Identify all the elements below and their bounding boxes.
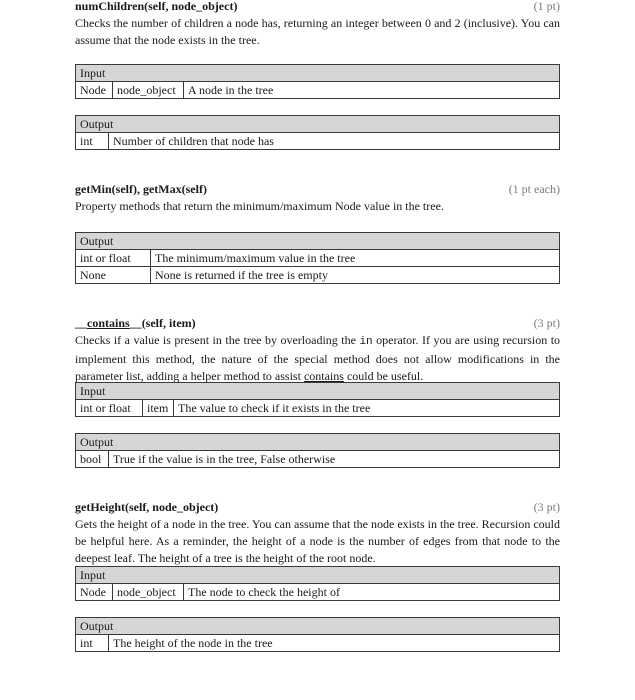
- table-header: Output: [76, 434, 560, 451]
- numchildren-output-table: [75, 115, 560, 150]
- table-row: [76, 82, 560, 99]
- method-title: [75, 315, 196, 332]
- method-description: Checks the number of children a node has, returning an integer between 0 and 2 (inclusive). You can assume that the node exists in the tree.: [75, 16, 560, 47]
- description-part: operator. If you are using recursion to implement this method, the nature of the special method does not allow modifications in the parameter list, adding a helper method to assist: [75, 333, 561, 383]
- table-header: Output: [76, 116, 560, 133]
- description-cell: None is returned if the tree is empty: [151, 267, 560, 284]
- table-row: [76, 451, 560, 468]
- points-label: (1 pt): [533, 0, 560, 13]
- type-cell: int or float: [76, 400, 143, 417]
- method-description: Gets the height of a node in the tree. You can assume that the node exists in the tree. Recursion could be helpful here. As a reminder, the height of a node is the number of edges from that node to the deepest leaf. The height of a tree is the height of the root node.: [75, 517, 560, 565]
- type-cell: int: [76, 133, 109, 150]
- description-cell: A node in the tree: [184, 82, 560, 99]
- table-header: Input: [76, 567, 560, 584]
- title-rest: __(self, item): [129, 316, 196, 330]
- table-row: [76, 250, 560, 267]
- table-row: [76, 635, 560, 652]
- method-title: getHeight(self, node_object): [75, 500, 219, 514]
- description-cell: The minimum/maximum value in the tree: [151, 250, 560, 267]
- description-cell: The node to check the height of: [184, 584, 560, 601]
- title-name: contains: [87, 316, 130, 330]
- description-cell: The value to check if it exists in the tree: [174, 400, 560, 417]
- method-description: Property methods that return the minimum/maximum Node value in the tree.: [75, 199, 444, 213]
- type-cell: Node: [76, 584, 113, 601]
- points-label: (1 pt each): [508, 182, 560, 196]
- description-cell: The height of the node in the tree: [109, 635, 560, 652]
- description-part: could be useful.: [346, 369, 424, 383]
- table-header: Input: [76, 383, 560, 400]
- param-cell: node_object: [113, 584, 184, 601]
- description-cell: Number of children that node has: [109, 133, 560, 150]
- param-cell: item: [143, 400, 174, 417]
- contains-output-table: [75, 433, 560, 468]
- table-header: Output: [76, 233, 560, 250]
- type-cell: None: [76, 267, 151, 284]
- getmin-output-table: [75, 232, 560, 284]
- points-label: (3 pt): [533, 500, 560, 514]
- description-underlined: contains: [303, 369, 344, 383]
- table-row: [76, 133, 560, 150]
- type-cell: int: [76, 635, 109, 652]
- getmin-getmax-section: [75, 181, 560, 215]
- numchildren-section: [75, 0, 560, 49]
- numchildren-input-table: [75, 64, 560, 99]
- method-description: [75, 332, 560, 385]
- contains-input-table: [75, 382, 560, 417]
- getheight-input-table: [75, 566, 560, 601]
- table-header: Output: [76, 618, 560, 635]
- description-part: Checks if a value is present in the tree by overloading the: [75, 333, 356, 347]
- type-cell: int or float: [76, 250, 151, 267]
- getheight-section: [75, 499, 560, 567]
- type-cell: Node: [76, 82, 113, 99]
- contains-section: [75, 315, 560, 385]
- getheight-output-table: [75, 617, 560, 652]
- title-underscore: __: [75, 316, 87, 330]
- inline-code: in: [359, 336, 373, 348]
- table-row: [76, 267, 560, 284]
- points-label: (3 pt): [533, 316, 560, 330]
- method-title: numChildren(self, node_object): [75, 0, 238, 13]
- table-row: [76, 584, 560, 601]
- description-cell: True if the value is in the tree, False otherwise: [109, 451, 560, 468]
- type-cell: bool: [76, 451, 109, 468]
- table-row: [76, 400, 560, 417]
- table-header: Input: [76, 65, 560, 82]
- param-cell: node_object: [113, 82, 184, 99]
- method-title: getMin(self), getMax(self): [75, 182, 207, 196]
